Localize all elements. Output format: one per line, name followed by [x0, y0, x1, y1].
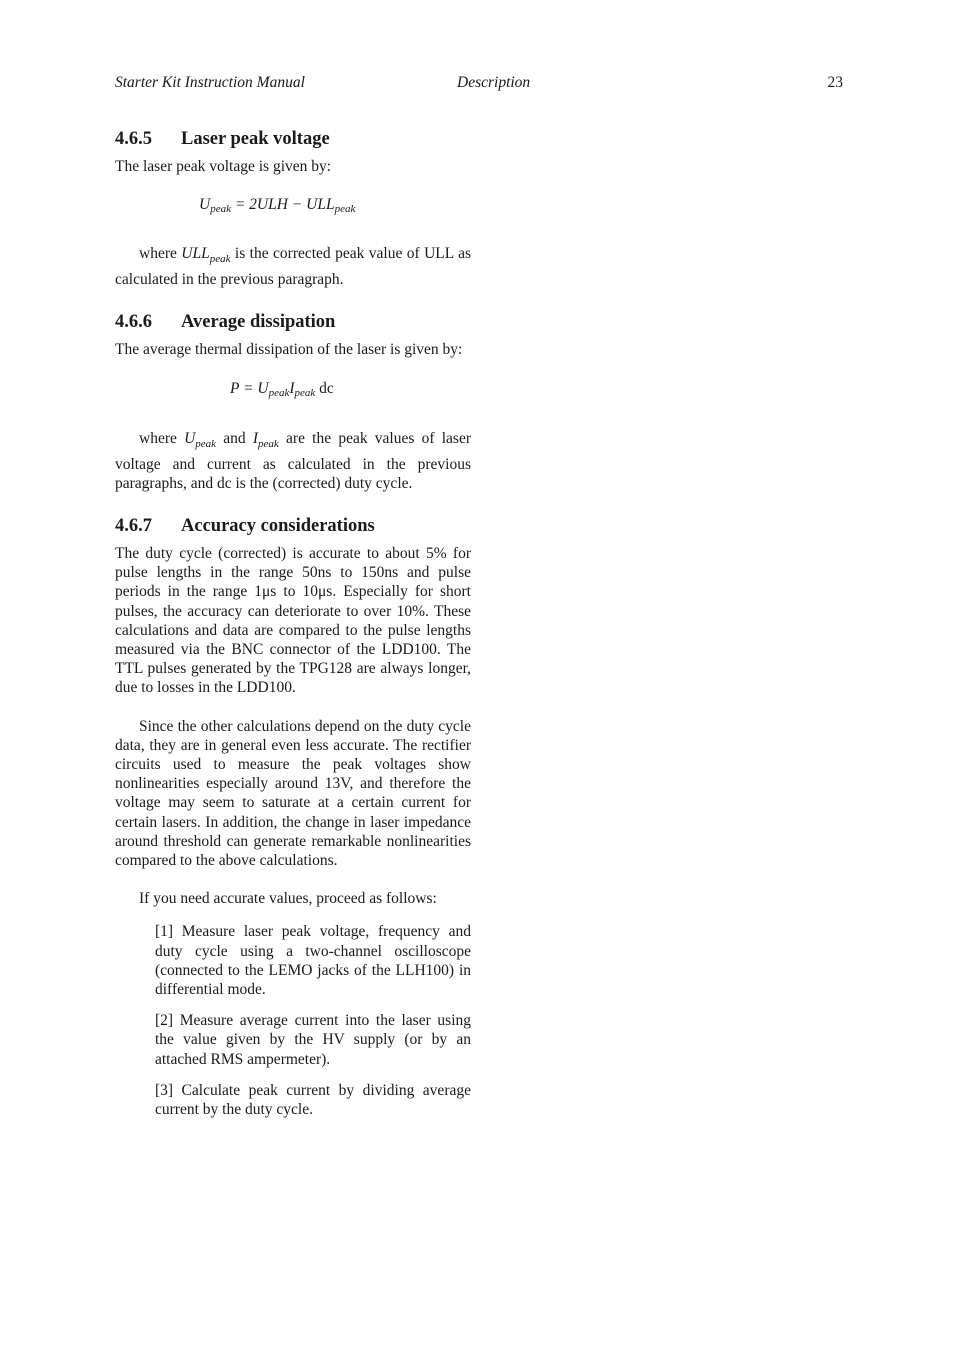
section-title: Laser peak voltage [181, 129, 330, 149]
math-var: I [252, 430, 259, 448]
eq-sub: peak [268, 387, 290, 400]
paragraph: Since the other calculations depend on the duty cycle data, they are in general even less accurate. The rectifier circuits used to measure the peak voltages show nonlinearities especially around 13V, and therefore the voltage may seem to saturate at a certain current for certain lasers. In addition, the change in laser impedance around threshold can generate remarkable nonlinearities compared to the above calculations. [115, 717, 471, 870]
section-number: 4.6.6 [115, 311, 152, 332]
math-var: U [184, 430, 196, 448]
header-chapter-title: Description [457, 74, 531, 91]
section-number: 4.6.7 [115, 516, 152, 537]
eq-body: = 2ULH − ULL [230, 196, 335, 214]
eq-dc: dc [315, 380, 334, 398]
text: are the peak values of laser voltage and current as calculated in the previous paragraphs, and dc is the (corrected) duty cycle. [115, 430, 471, 492]
text: where [139, 245, 182, 263]
header-manual-title: Starter Kit Instruction Manual [115, 74, 305, 91]
paragraph: The duty cycle (corrected) is accurate to about 5% for pulse lengths in the range 50ns to 150ns and pulse periods in the range 1μs to 10μs. Especially for short pulses, the accuracy can deteriorate to over 10%. These calculations and data are compared to the pulse lengths measured via the BNC connector of the LDD100. The TTL pulses generated by the TPG128 are always longer, due to losses in the LDD100. [115, 545, 471, 697]
paragraph: The average thermal dissipation of the laser is given by: [115, 340, 463, 358]
eq-sub: peak [334, 203, 356, 216]
section-heading-4-6-5 [115, 127, 471, 151]
list-item: [1] Measure laser peak voltage, frequency and duty cycle using a two-channel oscilloscope (connected to the LEMO jacks of the LLH100) in differential mode. [155, 923, 471, 999]
section-title: Accuracy considerations [181, 516, 375, 537]
eq-var: I [289, 380, 295, 398]
math-var: ULL [181, 245, 210, 263]
section-number: 4.6.5 [115, 129, 152, 149]
equation-dissipation [230, 379, 471, 403]
section-title: Average dissipation [181, 311, 336, 332]
math-sub: peak [258, 438, 279, 451]
math-sub: peak [209, 253, 231, 266]
text: where [139, 430, 185, 448]
equation-peak-voltage [199, 195, 471, 219]
list-item: [3] Calculate peak current by dividing average current by the duty cycle. [155, 1081, 471, 1119]
paragraph: If you need accurate values, proceed as follows: [139, 890, 437, 908]
eq-sub: peak [210, 203, 231, 216]
running-header [115, 74, 843, 94]
text: and [216, 430, 253, 448]
paragraph: The laser peak voltage is given by: [115, 158, 332, 175]
paragraph [115, 429, 471, 493]
math-sub: peak [195, 438, 217, 451]
eq-body: P = U [230, 380, 269, 398]
paragraph [115, 244, 471, 289]
section-heading-4-6-6 [115, 310, 471, 334]
section-heading-4-6-7 [115, 514, 471, 538]
text: is the corrected peak value of ULL as calculated in the previous paragraph. [115, 245, 471, 288]
list-item: [2] Measure average current into the laser using the value given by the HV supply (or by an attached RMS ampermeter). [155, 1012, 471, 1068]
page-number: 23 [827, 74, 843, 91]
eq-var: U [199, 196, 211, 214]
text-column [115, 126, 471, 1119]
eq-sub: peak [294, 387, 316, 400]
